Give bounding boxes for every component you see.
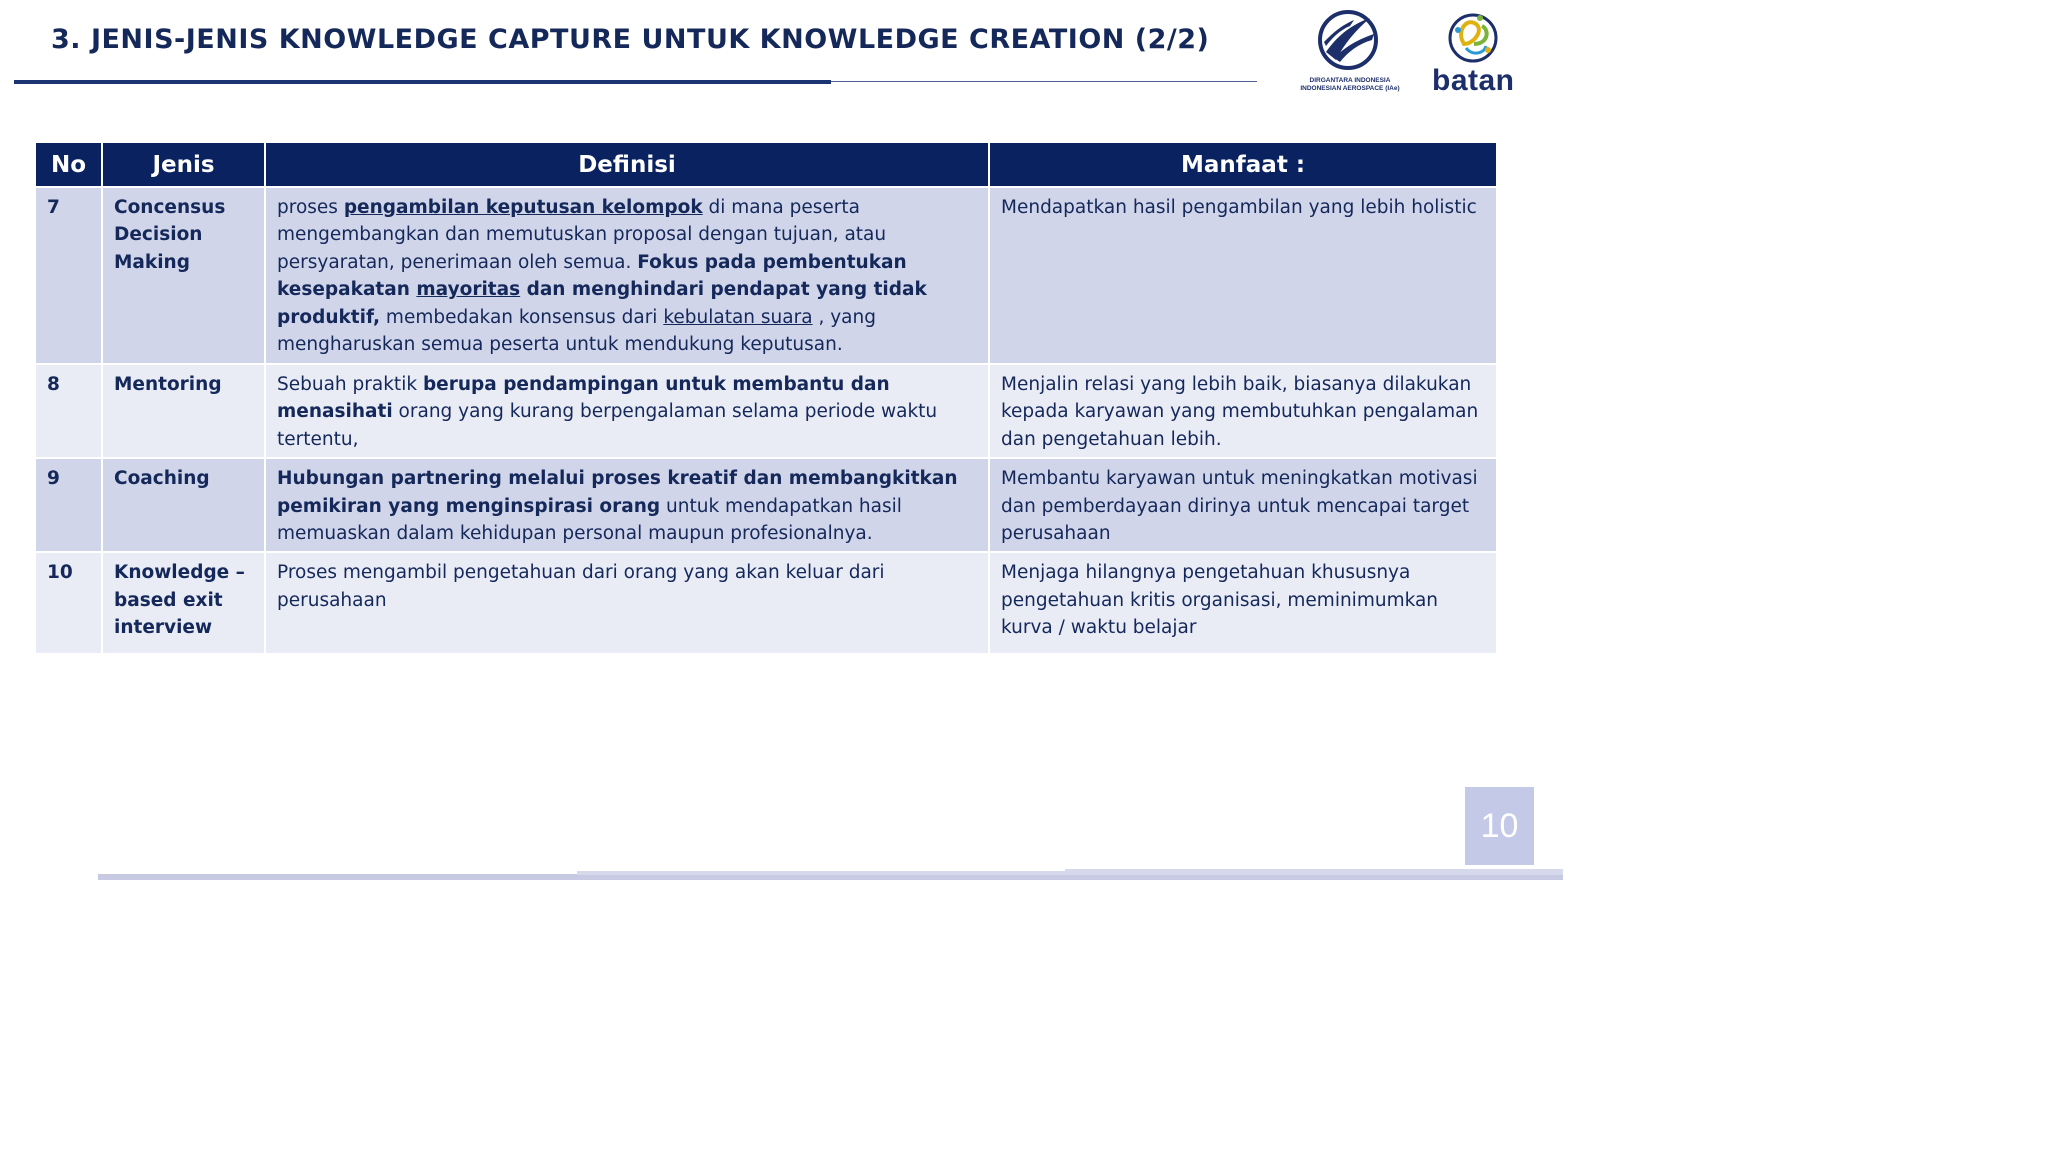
row-no: 7 [35, 187, 102, 364]
batan-logo [1424, 8, 1524, 100]
row-jenis: Coaching [102, 458, 265, 552]
header-manfaat: Manfaat : [989, 142, 1497, 187]
iae-logo-line2: INDONESIAN AEROSPACE (IAe) [1300, 85, 1400, 92]
row-no: 10 [35, 552, 102, 654]
title-rule-thick [14, 80, 831, 84]
text-segment: Sebuah praktik [277, 374, 423, 395]
text-segment: , yang mengharuskan semua peserta untuk mendukung keputusan. [277, 306, 876, 356]
row-manfaat: Mendapatkan hasil pengambilan yang lebih holistic [989, 187, 1497, 364]
row-definisi [265, 364, 989, 458]
page-number: 10 [1465, 787, 1534, 865]
text-segment: di mana peserta mengembangkan dan memutuskan proposal dengan tujuan, atau persyaratan, penerimaan oleh semua. [277, 197, 887, 273]
row-jenis: Mentoring [102, 364, 265, 458]
text-segment: proses [277, 197, 344, 218]
text-segment: pengambilan keputusan kelompok [343, 197, 703, 218]
row-manfaat: Membantu karyawan untuk meningkatkan motivasi dan pemberdayaan dirinya untuk mencapai target perusahaan [989, 458, 1497, 552]
header-definisi: Definisi [265, 142, 989, 187]
text-segment: mayoritas [416, 279, 521, 301]
text-segment: Hubungan partnering melalui proses kreatif dan membangkitkan pemikiran yang menginspirasi orang [277, 468, 958, 517]
dirgantara-indonesia-logo-icon [1314, 8, 1382, 72]
row-definisi [265, 187, 989, 364]
table-row [35, 364, 1497, 458]
slide-title: 3. JENIS-JENIS KNOWLEDGE CAPTURE UNTUK KNOWLEDGE CREATION (2/2) [51, 24, 1210, 55]
text-segment: Fokus pada pembentukan kesepakatan [277, 251, 907, 301]
batan-logo-icon [1444, 10, 1502, 66]
iae-logo-line1: DIRGANTARA INDONESIA [1309, 77, 1391, 84]
table-row [35, 552, 1497, 654]
text-segment: berupa pendampingan untuk membantu dan menasihati [277, 374, 890, 423]
text-segment: Proses mengambil pengetahuan dari orang yang akan keluar dari perusahaan [277, 562, 885, 611]
row-manfaat: Menjaga hilangnya pengetahuan khususnya pengetahuan kritis organisasi, meminimumkan kurva / waktu belajar [989, 552, 1497, 654]
row-no: 9 [35, 458, 102, 552]
dirgantara-indonesia-logo [1296, 8, 1404, 96]
row-definisi [265, 552, 989, 654]
row-definisi [265, 458, 989, 552]
text-segment: orang yang kurang berpengalaman selama periode waktu tertentu, [277, 401, 938, 450]
header-jenis: Jenis [102, 142, 265, 187]
text-segment: untuk mendapatkan hasil memuaskan dalam kehidupan personal maupun profesionalnya. [277, 495, 902, 545]
table-row [35, 458, 1497, 552]
footer-bar-accent [1065, 869, 1563, 875]
row-no: 8 [35, 364, 102, 458]
knowledge-capture-table [34, 141, 1498, 655]
batan-logo-word: batan [1432, 64, 1515, 97]
header-no: No [35, 142, 102, 187]
row-jenis: Concensus Decision Making [102, 187, 265, 364]
row-jenis: Knowledge – based exit interview [102, 552, 265, 654]
text-segment: dan menghindari pendapat yang tidak produktif, [277, 279, 927, 328]
text-segment: kebulatan suara [663, 306, 813, 328]
row-manfaat: Menjalin relasi yang lebih baik, biasanya dilakukan kepada karyawan yang membutuhkan pengalaman dan pengetahuan lebih. [989, 364, 1497, 458]
text-segment: membedakan konsensus dari [380, 306, 664, 328]
footer-bar-accent [577, 871, 1065, 875]
table-row [35, 187, 1497, 364]
table-header-row [35, 142, 1497, 187]
